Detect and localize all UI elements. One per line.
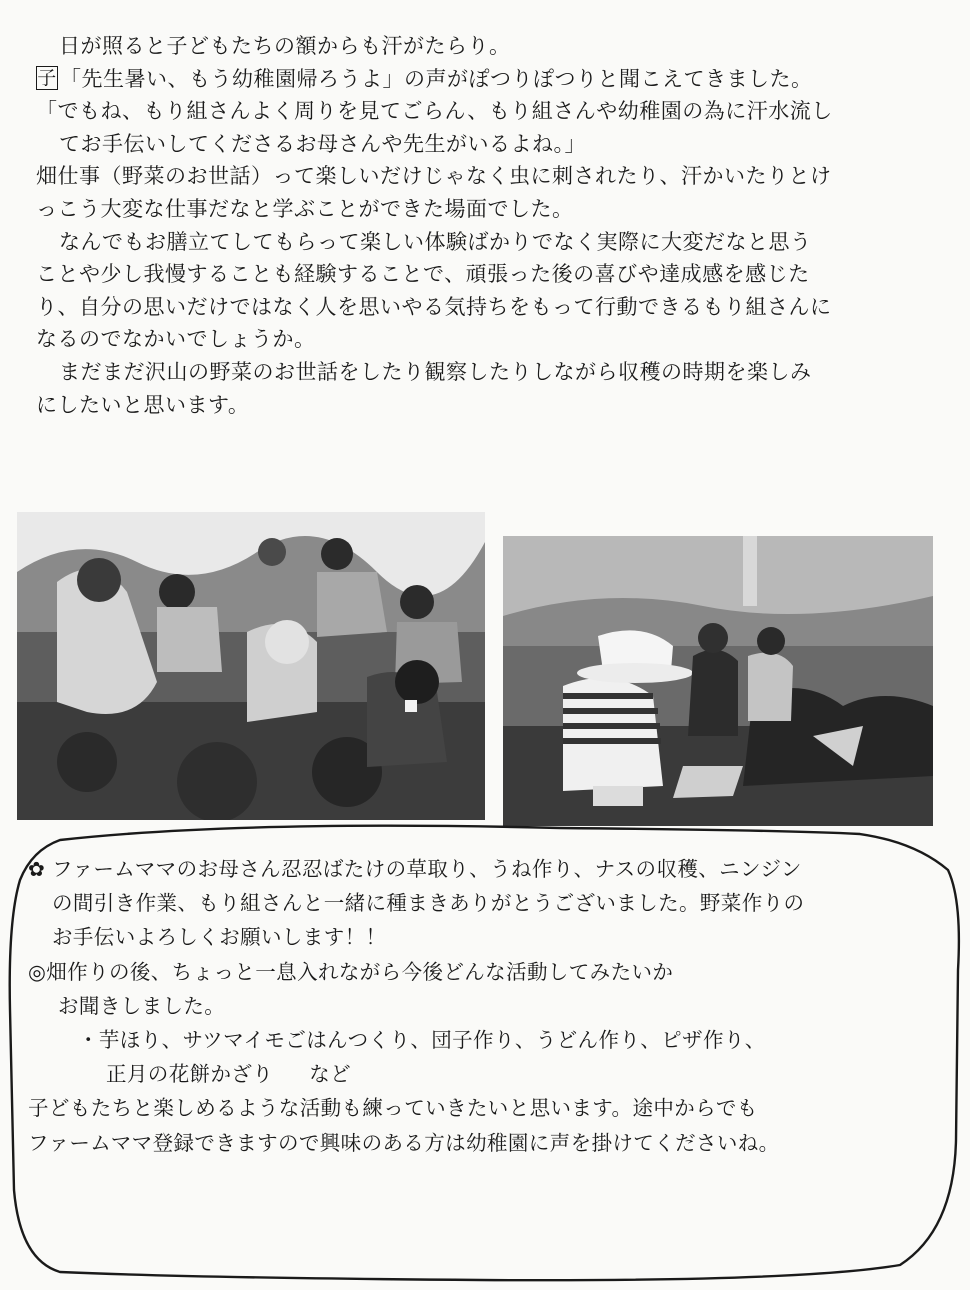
text-line: ことや少し我慢することも経験することで、頑張った後の喜びや達成感を感じた	[36, 262, 810, 287]
text-line: の間引き作業、もり組さんと一緒に種まきありがとうございました。野菜作りの	[52, 891, 805, 916]
text-line: ファームママ登録できますので興味のある方は幼稚園に声を掛けてくださいね。	[28, 1130, 780, 1155]
text-line: 「でもね、もり組さんよく周りを見てごらん、もり組さんや幼稚園の為に汗水流し	[36, 99, 833, 124]
activity-list-cont	[28, 1057, 928, 1091]
text-line: ファームママのお母さん忍忍ばたけの草取り、うね作り、ナスの収穫、ニンジン	[52, 857, 802, 881]
text-line: など	[309, 1062, 352, 1087]
text-line: 正月の花餅かざり	[106, 1062, 274, 1087]
article-body	[36, 30, 941, 421]
text-line: 畑仕事（野菜のお世話）って楽しいだけじゃなく虫に刺されたり、汗かいたりとけ	[36, 164, 832, 189]
text-line: てお手伝いしてくださるお母さんや先生がいるよね。」	[59, 131, 586, 156]
quote-line	[36, 63, 941, 96]
text-line: お手伝いよろしくお願いします！！	[52, 925, 387, 950]
text-line: 「先生暑い、もう幼稚園帰ろうよ」の声がぽつりぽつりと聞こえてきました。	[60, 66, 813, 91]
notice-line	[28, 852, 928, 886]
speaker-mark-child: 子	[37, 66, 57, 89]
text-line: なんでもお膳立てしてもらって楽しい体験ばかりでなく実際に大変だなと思う	[59, 229, 812, 254]
activity-list: ・芋ほり、サツマイモごはんつくり、団子作り、うどん作り、ピザ作り、	[78, 1027, 766, 1052]
text-line: ◎畑作りの後、ちょっと一息入れながら今後どんな活動してみたいか	[28, 959, 674, 984]
text-line: 日が照ると子どもたちの額からも汗がたらり。	[59, 34, 511, 58]
text-line: なるのでなかいでしょうか。	[36, 327, 316, 352]
text-line: 子どもたちと楽しめるような活動も練っていきたいと思います。途中からでも	[28, 1096, 758, 1121]
text-line: まだまだ沢山の野菜のお世話をしたり観察したりしながら収穫の時期を楽しみ	[59, 359, 812, 384]
farm-mama-notice	[28, 852, 928, 1160]
text-line: り、自分の思いだけではなく人を思いやる気持ちをもって行動できるもり組さんに	[36, 294, 832, 319]
text-line: にしたいと思います。	[36, 392, 250, 417]
flower-icon: ✿	[28, 857, 46, 881]
photo-children-weeding	[17, 512, 485, 820]
photo-child-planting	[503, 536, 933, 826]
text-line: っこう大変な仕事だなと学ぶことができた場面でした。	[36, 196, 574, 221]
text-line: お聞きしました。	[58, 993, 226, 1018]
